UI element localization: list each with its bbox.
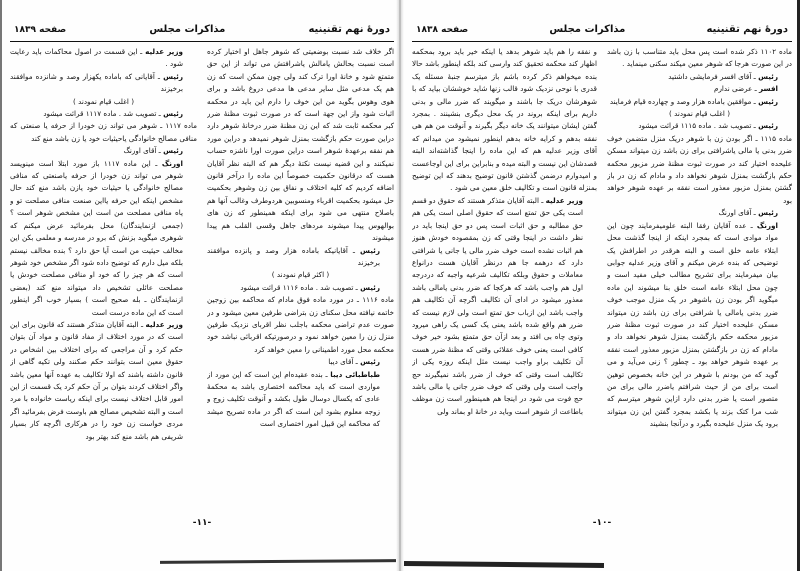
- speaker-separator: ـ: [751, 96, 759, 106]
- scan-edge: [0, 0, 2, 571]
- speaker-separator: ـ: [156, 146, 164, 156]
- speaker-name: رئیس: [758, 121, 778, 131]
- body-paragraph: ماده ۱۱۰۲ ذکر شده است پس محل باید متناسب با زن باشد در این صورت هرجا که شوهر معین میکند سکنی مینماید .: [607, 47, 792, 69]
- speaker-name: رئیس: [360, 245, 380, 255]
- speech-paragraph: [607, 96, 792, 108]
- speech-paragraph: [207, 356, 394, 368]
- speaker-separator: ـ: [156, 109, 164, 119]
- speaker-separator: ـ: [752, 84, 760, 94]
- speech-paragraph: [207, 282, 394, 294]
- speech-text: البته آقایان متذکر هستند که قانون برای این است که در مورد اختلاف از مفاد قانون و مواد آن بتوان حکم کرد و آن مراجعی که برای اختلاف بین اشخاص در حقوق معین است بتوانند حکم صکنند ولی تکیه گاهی از قانون داشته باشند که اولا تکالیف به عهده آنها معین باشد واگر اختلاف کردند بتوان بر آن حکم کرد یک قسمت از این امور قابل اختلاف نیست برای اینکه ریاست خانواده با مرد است و البته تشخیص مصالح هم باوست فرض بفرمائید اگر مردی خواست زن خود را در هرکاری اگرچه کار بسیار شریفی هم باشد منع کند بهتر بود: [10, 319, 183, 441]
- speaker-separator: ـ: [751, 121, 759, 131]
- speech-paragraph: [10, 319, 197, 443]
- speech-text: البته آقایان متذکر هستند که حقوق دو قسم است یکی حق تمتع است که حقوق اصلی است یکی هم حق مطالبه و حق اثبات است پس دو حق اینجا باید در نظر داشت در اینجا وقتی که زن بمقصوده خودش هنوز هم اثبات نشده است خوف ضرر مالی یا جانی یا شرافتی دارد که درهمه جا هم درنظر آقایان هست درانواع معاملات و حقوق وبلکه تکالیف شرعیه واجبه که دردرجه اول هم واجب باشد که هرکجا که ضرر بدنی یامالی باشد معذور میشود در ادای آن تکالیف اگرچه آن تکالیف هم واجب باشد این ازباب حق تمتع است ولی لازم نیست که ضرر هم واقع شده باشد یعنی یک کسی یک راهی میرود وتوی چاه بی افتد و بعد ازآن حق متمتع بشود خیر خوف کافی است یعنی خوف عقلائی وقتی که مظنهٔ ضرر هست آن تکلیف براو واجب نیست مثل اینکه روزه یکی از تکالیف است وقتی که خوف از ضرر باشد نمیگیرند حج واجب است ولی وقتی که خوف ضرر جانی یا مالی باشد حج فوت می شود در اینجا هم همینطور است زن موظف باطاعت از شوهر است وباید در خانهٔ او بماند ولی: [412, 195, 583, 416]
- speaker-name: وزیر عدلیه: [145, 319, 183, 329]
- speech-paragraph: [207, 369, 394, 431]
- speaker-name: رئیس: [163, 109, 183, 119]
- text-columns: [412, 46, 792, 516]
- column-right: [207, 46, 394, 516]
- body-paragraph: ماده ۱۱۱۶ ـ در مورد ماده فوق مادام که محاکمه بین زوجین خاتمه نیافته محل سکنای زن بتراضی طرفین معین میشود و در صورت عدم تراضی محکمه باجلب نظر اقربای نزدیک طرفین منزل زن را معین خواهد نمود و درصورتیکه اقربائی نباشد خود محکمه محل مورد اطمینانی را معین خواهد کرد: [207, 295, 394, 354]
- speaker-name: رئیس: [163, 71, 183, 81]
- speaker-separator: ـ: [138, 319, 146, 329]
- speech-paragraph: [10, 158, 197, 319]
- speaker-separator: ـ: [137, 47, 146, 56]
- speech-paragraph: [10, 46, 197, 71]
- speaker-name: اورنگ: [161, 158, 183, 168]
- body-paragraph: و نفقه را هم باید شوهر بدهد یا اینکه خیر باید برود بمحکمه اظهار کند محکمه تحقیق کند وارسی کند بلکه اینطور باشد حالا بنده میخواهم ذکر کرده باشم باز میترسم جنبهٔ مسئله یک قدری با نوحی نزدیک شود قالب زنها شاید خوششان بیاید که با شوهرشان دریک جا باشند و میگویند که ضرر مالی و بدنی داریم برای اینکه بروند در یک محل دیگری بنشینند . بمجرد گفتن ایشان میتوانند یک خانه دیگر بگیرند و آنوقت من هم هی نفقه بدهم و کرایه خانه بدهم اینطور نمیشود من میدانم که آقای وزیر عدلیه هم که این ماده را اینجا گذاشته‌اند البته قصدشان این نیست و البته میده و بنابراین برای این اوجاعست و امیدوارم درضمن گذشتن قانون توضیح بدهند که این توضیح بمنزله قانون است و تکالیف خلق معین می شود .: [412, 47, 597, 193]
- speech-paragraph: [10, 145, 197, 157]
- body-paragraph: ماده ۱۱۱۵ ـ اگر بودن زن با شوهر دریک منزل متضمن خوف ضرر بدنی یا مالی یاشرافتی برای زن باشد زن میتواند مسکن علیحده اختیار کند در صورت ثبوت مظنهٔ ضرر مزبور محکمه حکم بازگشت بمنزل شوهر نخواهد داد و مادام که زن در باز گشتن بمنزل مزبور معذور است نفقه بر عهده شوهر خواهد بود: [607, 133, 792, 205]
- speaker-name: افسر: [759, 84, 778, 94]
- page-footer-number: -۱۱-: [192, 518, 212, 528]
- column-left: [10, 46, 197, 516]
- speech-text: عرضی ندارم: [714, 84, 753, 94]
- session-label: دورهٔ نهم تقنینیه: [706, 24, 788, 35]
- speaker-separator: ـ: [154, 71, 164, 81]
- speech-text: بنده عقیده‌ام این است که این مورد از مواردی است که باید محاکمه اختصاری باشد به محکمهٔ عادی که یکسال دوسال طول بکشد و آنوقت تکلیف زوج و زوجه معلوم بشود این است که اگر در ماده تصریح میشد که محاکمه این قبیل امور اختصاری است: [207, 369, 380, 429]
- speaker-name: طباطبائی دیبا: [330, 369, 380, 379]
- speaker-separator: ـ: [353, 357, 361, 367]
- speech-paragraph: [607, 71, 792, 83]
- speech-text: موافقین باماده هزار وصد و چهارده قیام فرمایند: [609, 96, 752, 106]
- vote-result: ( اکثر قیام نمودند ): [271, 270, 330, 280]
- column-left: [412, 46, 597, 516]
- page-number-label: صفحه ۱۸۳۸: [416, 25, 469, 35]
- speaker-name: وزیر عدلیه: [545, 195, 583, 205]
- speaker-name: رئیس: [758, 208, 778, 218]
- book-gutter: [396, 0, 404, 571]
- speech-text: تصویب شد . ماده ۱۱۱۷ قرائت میشود: [43, 109, 157, 119]
- speech-text: عده آقایان رفقا البته علومیفرمایند چون این مواد موادی است که بمجرد اینکه از اینجا گذشت محل ابتلاء عامه خلق است و البته هرقدر در اطرافش یک توضیحی که بنده عرض میکنم و آقای وزیر عدلیه جوابی بیان میفرمایند برای تشریح مطالب خیلی مفید است و چون محل ابتلاء عامه است خلق بنا میشوند این ماده میگوید اگر بودن زن باشوهر در یک منزل موجب خوف ضرر بدنی یامالی یا شرافتی برای زن باشد زن میتواند مسکن علیحده اختیار کند در صورت ثبوت مظنهٔ ضرر مزبور محکمه حکم بازگشت بمنزل شوهر نخواهد داد و مادام که زن در بازگشتن بمنزل مزبور معذور است نفقه بر عهده شوهر خواهد بود ـ چطور ؟ زنی می‌آید و می گوید که من بودنم با شوهر در این خانه بخصوص توهین است برای من از حیث شرافتم یاضرر مالی برای من متصور است یا ضرر بدنی دارد ازاین شوهر میترسم که شب مرا کتک بزند یا بکشد بمجرد گفتن این زن میتواند برود یک منزل علیحده بگیرد و درآنجا بنشیند: [607, 220, 778, 429]
- running-title: مذاکرات مجلس: [149, 24, 226, 35]
- speech-text: آقایانی که باماده یکهزار وصد و شانزده موافقند برخیزند: [10, 71, 183, 94]
- session-label: دورهٔ نهم تقنینیه: [308, 24, 390, 35]
- speech-text: آقایانیکه باماده هزار وصد و پانزده موافقند برخیزند: [207, 245, 380, 267]
- speaker-name: رئیس: [758, 71, 778, 81]
- running-title: مذاکرات مجلس: [549, 24, 626, 35]
- speech-text: آقای اورنگ: [718, 208, 752, 218]
- speech-text: تصویب شد . ماده ۱۱۱۵ قرائت میشود: [638, 121, 752, 131]
- page-number-label: صفحه ۱۸۳۹: [14, 25, 67, 35]
- speaker-name: وزیر عدلیه: [145, 47, 183, 56]
- vote-result: ( اغلب قیام نمودند ): [72, 96, 135, 106]
- speech-text: تصویب شد . ماده ۱۱۱۶ قرائت میشود: [240, 282, 354, 292]
- right-page: [400, 0, 800, 571]
- speaker-separator: ـ: [150, 158, 162, 168]
- speaker-separator: ـ: [353, 282, 361, 292]
- speaker-separator: ـ: [322, 369, 331, 379]
- speaker-name: رئیس: [360, 357, 380, 367]
- speaker-separator: ـ: [746, 220, 757, 230]
- speaker-name: رئیس: [758, 96, 778, 106]
- body-paragraph: ماده ۱۱۱۷ ـ شوهر می تواند زن خودرا از حرفه یا صنعتی که منافی مصالح خانوادگی یاحیثیات خود یا زن باشد منع کند: [10, 121, 197, 143]
- speaker-name: اورنگ: [756, 220, 778, 230]
- speaker-separator: ـ: [538, 195, 546, 205]
- speaker-separator: ـ: [751, 71, 759, 81]
- speech-paragraph: [607, 207, 792, 219]
- speech-text: این قسمت در اصول محاکمات باید رعایت شود .: [10, 47, 183, 69]
- speech-paragraph: [207, 245, 394, 270]
- speech-paragraph: [10, 71, 197, 96]
- speech-paragraph: [607, 83, 792, 95]
- speech-paragraph: [607, 120, 792, 132]
- body-paragraph: اگر خلاف شد نسبت بوضعیتی که شوهر جاهل او اختیار کرده است نسبت بحالش یامالش یاشرافتش می تواند از این حق متمتع شود و خانهٔ اورا ترک کند ولی چون ممکن است که زن هم یک مدعی مثل سایر مدعی ها مدعی دروغ باشد و برای هوی وهوس بگوید من این خوف را دارم این باید در محکمه اثبات شود واز این جهة است که در صورت ثبوت مظنهٔ ضرر کبر محکمه ثابت شد که این زن مظنهٔ ضرر درخانهٔ شوهر دارد دراین صورت حکم بازگشت بمنزل شوهر نمیدهد و دراین مورد هم نفقه برعهدهٔ شوهر است دراین صورت اورا ناشزه حساب نمیکنند و این قضیه نیست نکتهٔ دیگر هم که البته نظر آقایان هست که درقانون حکمیت خصوصاً این ماده را درآخر قانون اضافه کردیم که کلیه اختلاف و نفاق بین زن وشوهر بحکمیت حل میشود بحکمیت اقرباء ومنسوبین هردوطرف وغالب آنها هم باصلاح منتهی می شود برای اینکه همینطور که زن های بوالهوس پیدا میشوند مردهای جاهل وقسی القلب هم پیدا میشوند: [207, 47, 394, 243]
- vote-result: ( اغلب قیام نمودند ): [668, 109, 731, 119]
- speech-text: آقای دیبا: [328, 357, 354, 367]
- speech-paragraph: [10, 108, 197, 120]
- speaker-name: رئیس: [360, 282, 380, 292]
- speech-paragraph: [607, 220, 792, 431]
- speech-text: آقای اورنگ: [123, 146, 157, 156]
- speech-text: این ماده ۱۱۱۷ باز مورد ابتلا است مینویسد شوهر می تواند زن خودرا از حرفه یاصنعتی که منافی مصالح خانوادگی یا حیثیات خود یازن باشد منع کند حال مشخص اینکه این حرفه یااین صنعت منافی مصلحت تو و یاه منافی مصلحت من است این مشخص شوهر است ؟ (جمعی ازنمایندگان) محل بفرمائید عرض میکنم که شوهری میگوید بزنش که برو در مدرسه و معلمی بکن این مخالف حیثیت من است آیا حق دارد ؟ بنده مخالف نیستم بلکه میل دارم که توضیح داده شود اگر مشخص خود شوهر است که هر چیز را که خود او منافی مصلحت خودش یا مصلحت عائلی تشخیص داد میتواند منع کند (بعضی ازنمایندگان ـ بله صحیح است ) بسیار خوب اگر اینطور است که این ماده درست است: [10, 158, 183, 317]
- speaker-separator: ـ: [347, 245, 361, 255]
- speaker-separator: ـ: [751, 208, 759, 218]
- page-header: [10, 24, 394, 42]
- column-right: [607, 46, 792, 516]
- page-header: [412, 24, 792, 42]
- speaker-name: رئیس: [163, 146, 183, 156]
- page-footer-number: -۱۰-: [592, 518, 612, 528]
- text-columns: [10, 46, 394, 516]
- speech-text: آقای افسر فرمایشی داشتید: [668, 71, 752, 81]
- speech-paragraph: [412, 195, 597, 418]
